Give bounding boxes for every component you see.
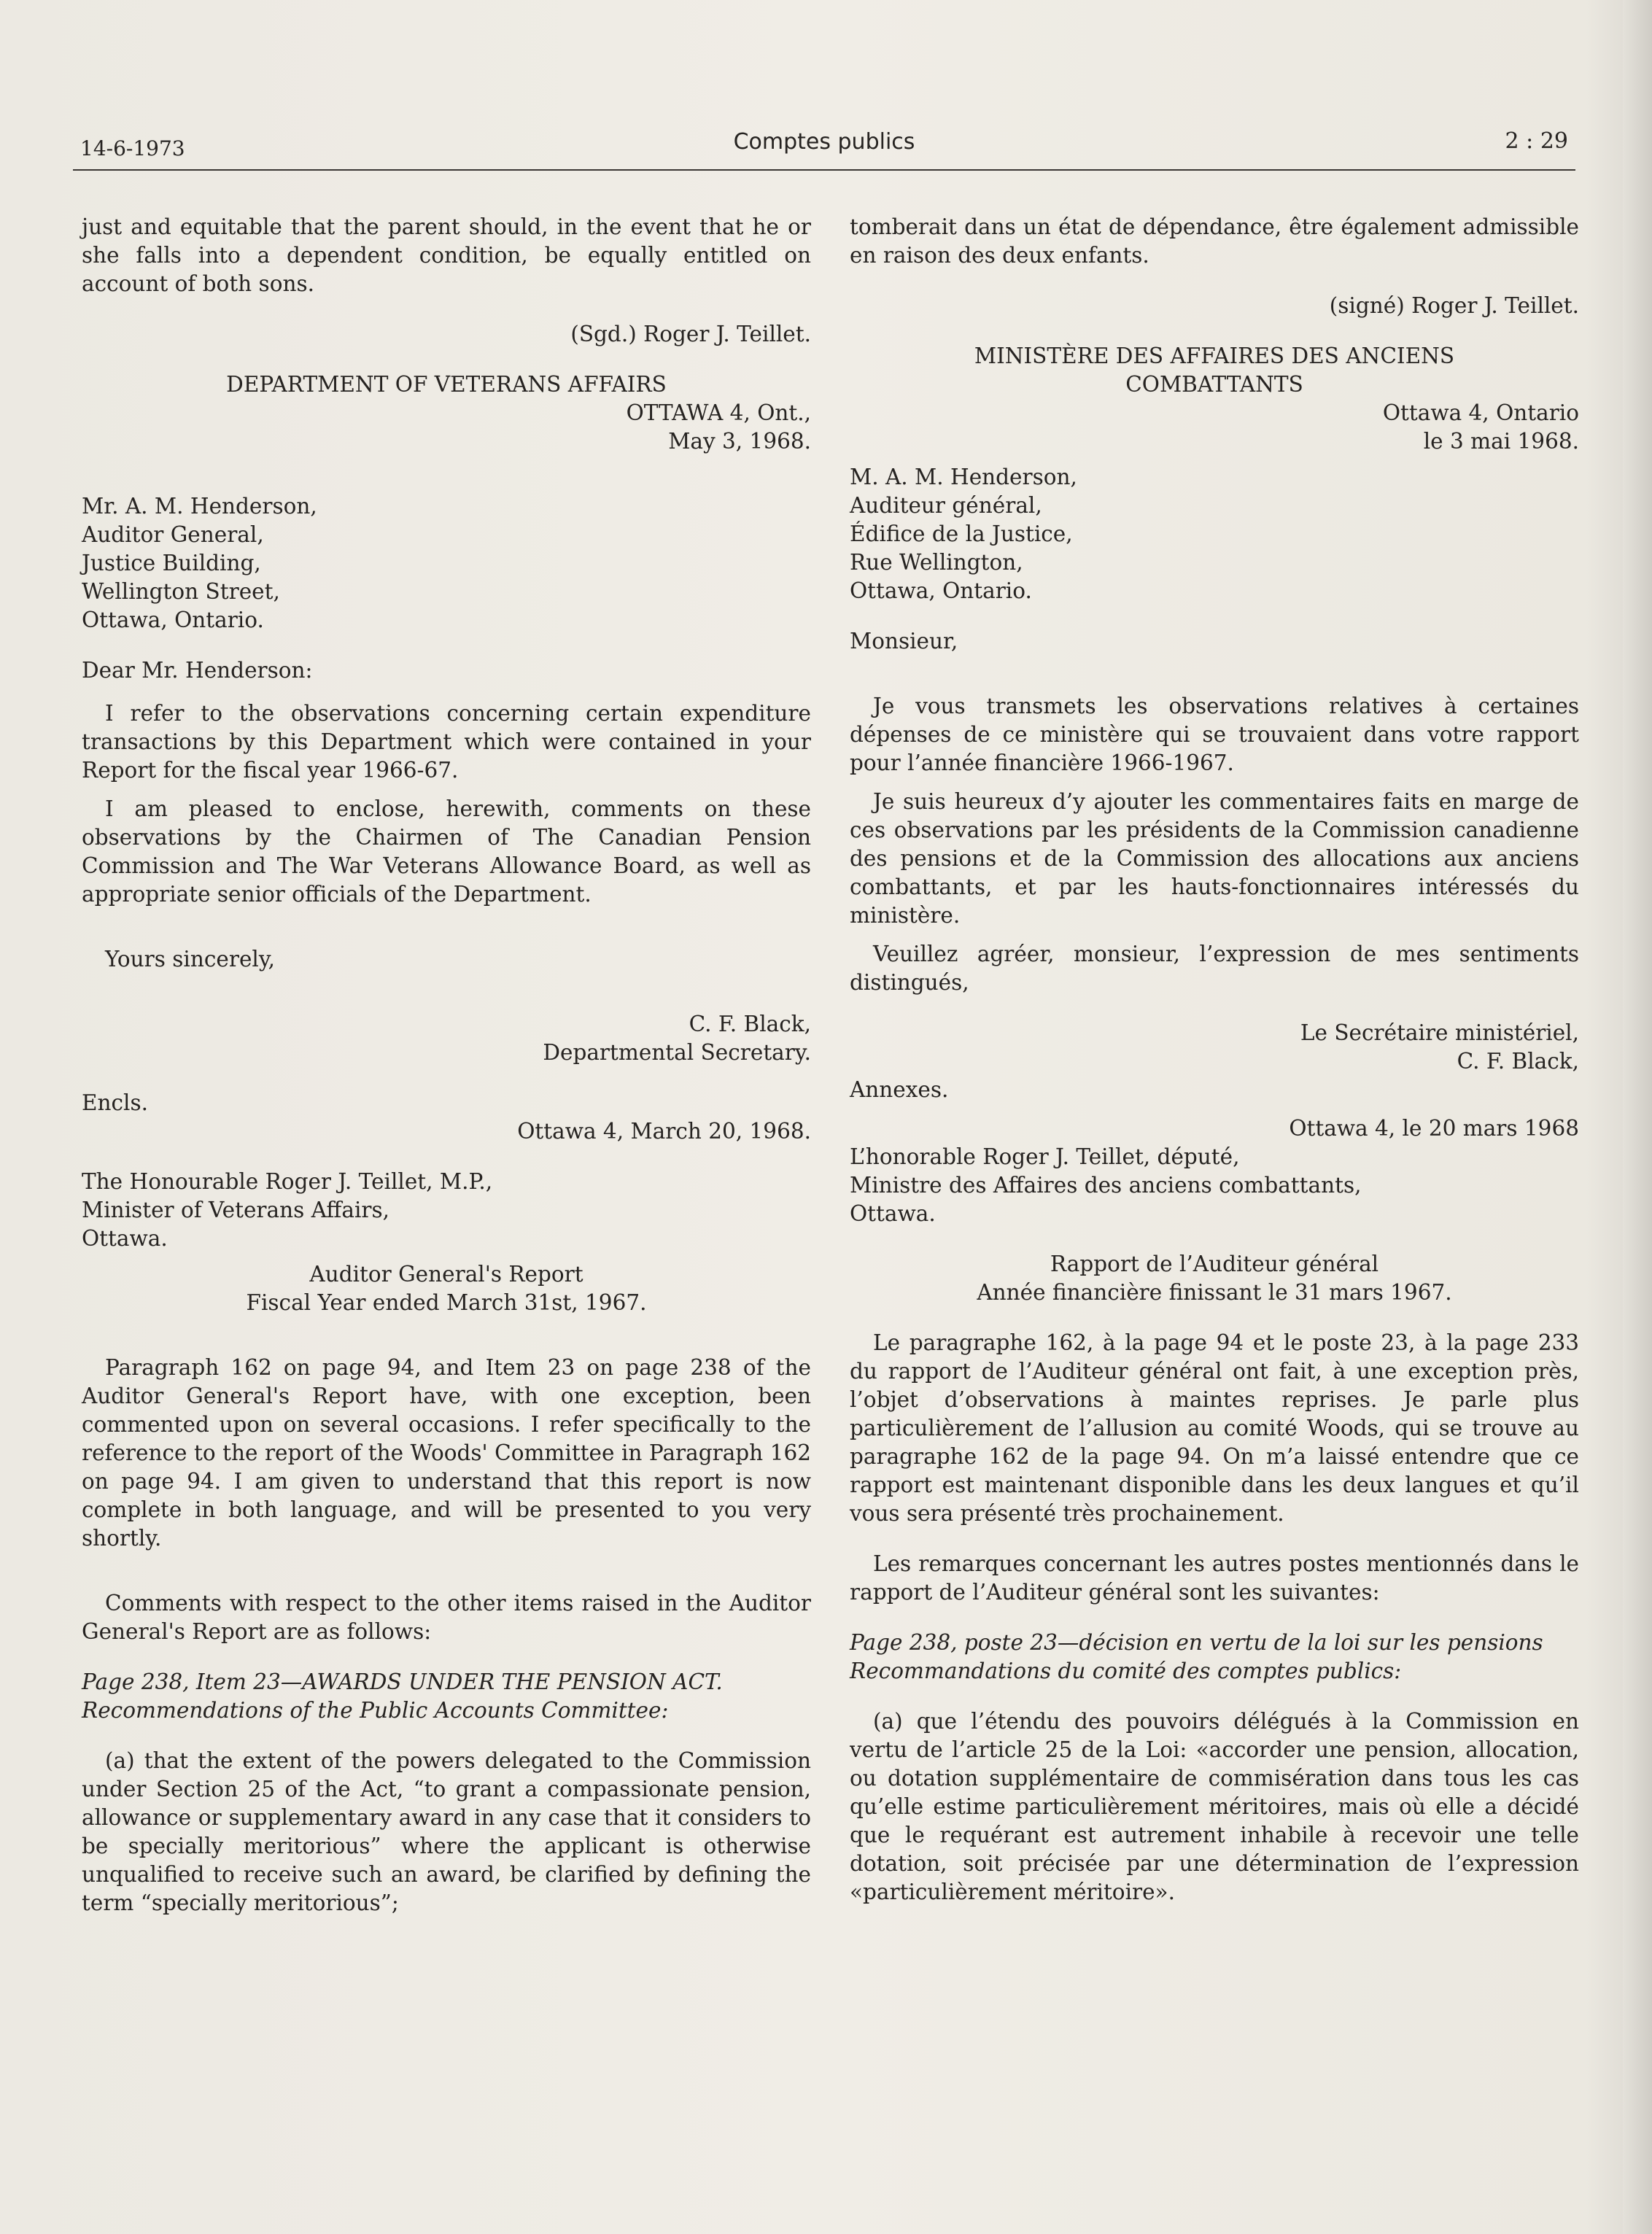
address-line: Auditeur général,	[850, 493, 1042, 518]
letter-place: OTTAWA 4, Ont.,	[626, 400, 811, 425]
enclosures: Encls.	[82, 1090, 149, 1115]
department-heading: MINISTÈRE DES AFFAIRES DES ANCIENS COMBATTANTS	[974, 344, 1455, 397]
closing: Veuillez agréer, monsieur, l’expression de mes sentiments distingués,	[850, 942, 1579, 995]
memo-date: Ottawa 4, March 20, 1968.	[517, 1119, 811, 1144]
french-column	[850, 213, 1579, 1907]
header-page-number: 2 : 29	[1505, 128, 1568, 154]
closing: Yours sincerely,	[105, 947, 275, 971]
paragraph: Comments with respect to the other items raised in the Auditor General's Report are as follows:	[82, 1591, 811, 1644]
paragraph: Je vous transmets les observations relatives à certaines dépenses de ce ministère qui se trouvaient dans votre rapport pour l’année financière 1966-1967.	[850, 694, 1579, 775]
intro-text: just and equitable that the parent should, in the event that he or she falls into a dependent condition, be equally entitled on account of both sons.	[82, 214, 811, 296]
address-line: Mr. A. M. Henderson,	[82, 494, 317, 519]
paragraph: Les remarques concernant les autres postes mentionnés dans le rapport de l’Auditeur général sont les suivantes:	[850, 1551, 1579, 1605]
address-line: Wellington Street,	[82, 579, 280, 604]
signature-name: C. F. Black,	[1457, 1049, 1579, 1074]
recommendation-a: (a) that the extent of the powers delegated to the Commission under Section 25 of the Act, “to grant a compassionate pension, allowance or supplementary award in any case that it considers to be specially meritorious” where the applicant is otherwise unqualified to receive such an award, be clarified by defining the term “specially meritorious”;	[82, 1748, 811, 1915]
salutation: Monsieur,	[850, 629, 958, 653]
address-line: M. A. M. Henderson,	[850, 465, 1077, 489]
page-edge-shadow	[1623, 0, 1652, 2234]
signature-teillet: (Sgd.) Roger J. Teillet.	[570, 322, 811, 346]
signature-teillet: (signé) Roger J. Teillet.	[1329, 293, 1579, 318]
recommendation-a: (a) que l’étendu des pouvoirs délégués à la Commission en vertu de l’article 25 de la Loi: «accorder une pension, allocation, ou dotation supplémentaire de commisération dans tous les cas qu’elle estime particulièrement méritoires, mais où elle a décidé que le requérant est autrement inhabile à recevoir une telle dotation, soit précisée par une détermination de l’expression «particulièrement méritoire».	[850, 1709, 1579, 1904]
recipient-line: Minister of Veterans Affairs,	[82, 1198, 390, 1222]
signature-name: C. F. Black,	[689, 1012, 811, 1036]
recipient-line: The Honourable Roger J. Teillet, M.P.,	[82, 1169, 493, 1194]
address-line: Auditor General,	[82, 522, 264, 547]
item-heading: Page 238, Item 23—AWARDS UNDER THE PENSION ACT.	[82, 1669, 723, 1694]
paragraph: I refer to the observations concerning certain expenditure transactions by this Department which were contained in your Report for the fiscal year 1966-67.	[82, 701, 811, 783]
signature-title: Departmental Secretary.	[543, 1040, 811, 1065]
header-title: Comptes publics	[733, 129, 915, 155]
department-heading: DEPARTMENT OF VETERANS AFFAIRS	[226, 372, 667, 397]
report-year: Année financière finissant le 31 mars 1967.	[977, 1280, 1452, 1305]
address-line: Ottawa, Ontario.	[82, 608, 264, 632]
paragraph: Je suis heureux d’y ajouter les commentaires faits en marge de ces observations par les présidents de la Commission canadienne des pensions et de la Commission des allocations aux anciens combattants, et par les hauts-fonctionnaires intéressés du ministère.	[850, 789, 1579, 928]
paragraph: Paragraph 162 on page 94, and Item 23 on page 238 of the Auditor General's Report have, with one exception, been commented upon on several occasions. I refer specifically to the reference to the report of the Woods' Committee in Paragraph 162 on page 94. I am given to understand that this report is now complete in both language, and will be presented to you very shortly.	[82, 1355, 811, 1551]
address-line: Édifice de la Justice,	[850, 521, 1073, 546]
english-column	[82, 213, 811, 1917]
memo-date: Ottawa 4, le 20 mars 1968	[1289, 1116, 1579, 1141]
report-title: Rapport de l’Auditeur général	[1050, 1252, 1379, 1276]
paragraph: Le paragraphe 162, à la page 94 et le poste 23, à la page 233 du rapport de l’Auditeur général ont fait, à une exception près, l’objet d’observations à maintes reprises. Je parle plus particulièrement de l’allusion au comité Woods, qui se trouve au paragraphe 162 de la page 94. On m’a laissé entendre que ce rapport est maintenant disponible dans les deux langues et qu’il vous sera présenté très prochainement.	[850, 1330, 1579, 1526]
address-line: Ottawa, Ontario.	[850, 578, 1032, 603]
paragraph: I am pleased to enclose, herewith, comments on these observations by the Chairmen of The Canadian Pension Commission and The War Veterans Allowance Board, as well as appropriate senior officials of the Department.	[82, 796, 811, 907]
recipient-line: L’honorable Roger J. Teillet, député,	[850, 1144, 1240, 1169]
letter-place: Ottawa 4, Ontario	[1382, 400, 1579, 425]
address-line: Justice Building,	[82, 551, 261, 575]
enclosures: Annexes.	[850, 1077, 949, 1102]
letter-date: le 3 mai 1968.	[1423, 429, 1579, 454]
salutation: Dear Mr. Henderson:	[82, 658, 313, 683]
recipient-line: Ottawa.	[82, 1226, 168, 1251]
report-title: Auditor General's Report	[309, 1262, 583, 1287]
letter-date: May 3, 1968.	[668, 429, 811, 454]
address-line: Rue Wellington,	[850, 550, 1023, 575]
signature-title: Le Secrétaire ministériel,	[1300, 1020, 1579, 1045]
recipient-line: Ministre des Affaires des anciens combattants,	[850, 1173, 1362, 1198]
item-heading: Page 238, poste 23—décision en vertu de la loi sur les pensions	[850, 1630, 1543, 1655]
page-header	[73, 125, 1575, 171]
recipient-line: Ottawa.	[850, 1201, 936, 1226]
intro-text: tomberait dans un état de dépendance, être également admissible en raison des deux enfants.	[850, 214, 1579, 268]
recommendations-heading: Recommendations of the Public Accounts Committee:	[82, 1698, 669, 1723]
header-date: 14-6-1973	[80, 136, 185, 160]
recommendations-heading: Recommandations du comité des comptes publics:	[850, 1659, 1402, 1683]
report-year: Fiscal Year ended March 31st, 1967.	[246, 1290, 647, 1315]
